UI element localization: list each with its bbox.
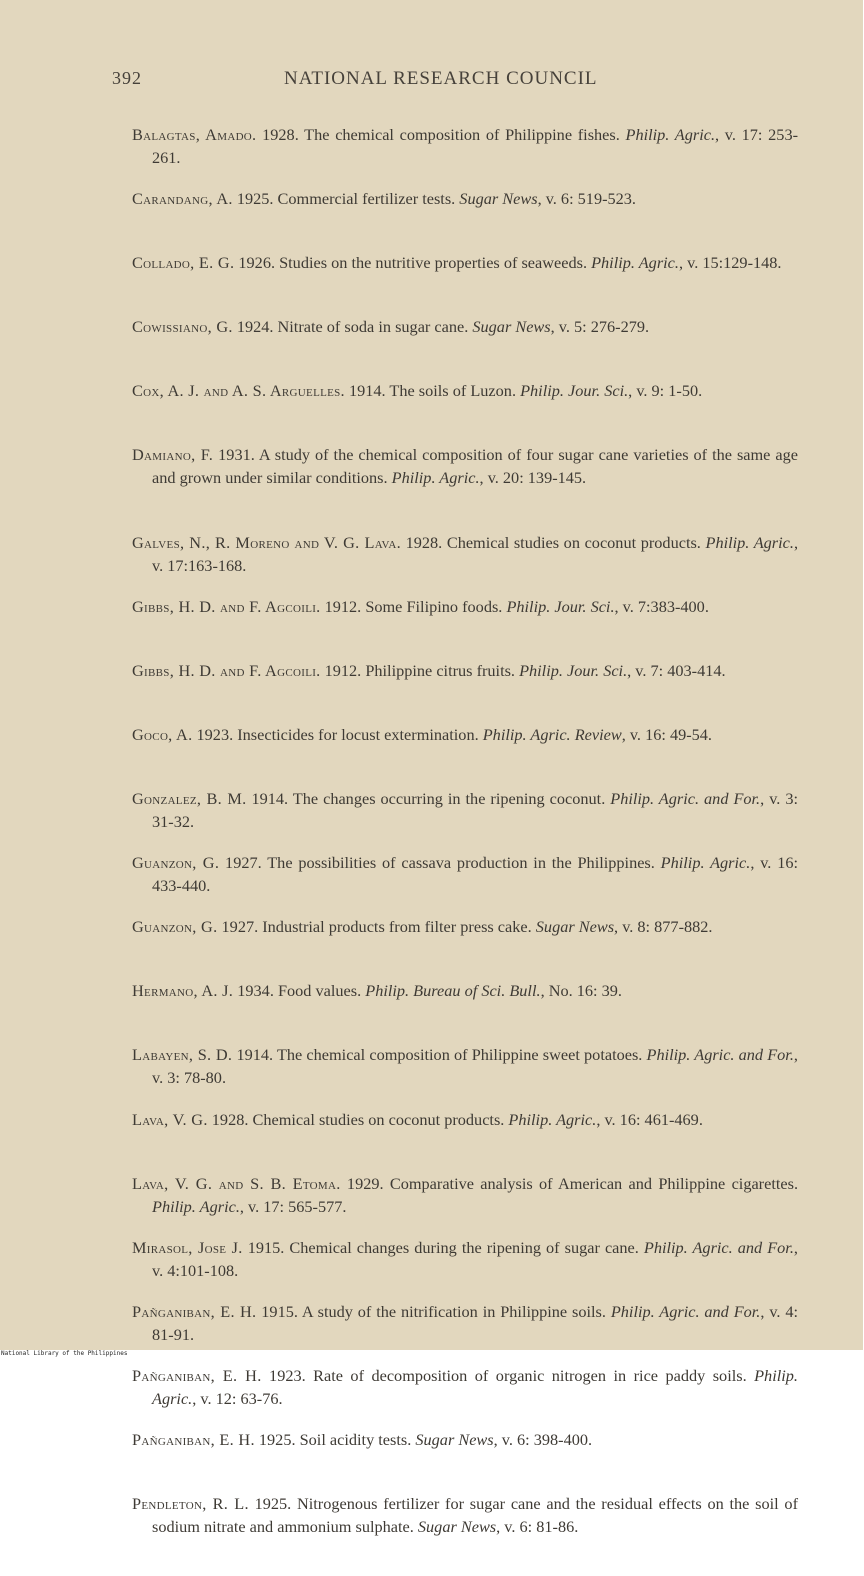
entry-journal: Sugar News bbox=[535, 917, 615, 937]
entry-title: 1923. Rate of decomposition of organic nitrogen in rice paddy soils. bbox=[261, 1365, 755, 1385]
entry-journal: Philip. Agric. bbox=[591, 253, 679, 273]
entry-title: 1914. The soils of Luzon. bbox=[344, 381, 521, 401]
entry-journal: Philip. Agric. and For. bbox=[610, 1301, 761, 1321]
entry-journal: Philip. Agric. and For. bbox=[646, 1045, 794, 1065]
entry-journal: Philip. Agric. bbox=[391, 468, 480, 488]
entry-journal: Philip. Jour. Sci. bbox=[506, 596, 615, 616]
bibliography-entry bbox=[132, 376, 798, 440]
bibliography-entry bbox=[132, 528, 798, 592]
entry-title: 1914. The chemical composition of Philippine sweet potatoes. bbox=[232, 1045, 647, 1065]
entry-title: 1934. Food values. bbox=[233, 981, 366, 1001]
entry-volume: , v. 15:129-148. bbox=[678, 253, 782, 273]
entry-author: Lava, V. G. and S. B. Etoma. bbox=[132, 1173, 341, 1193]
entry-title: 1914. The changes occurring in the ripening coconut. bbox=[246, 789, 611, 809]
entry-journal: Philip. Agric. bbox=[152, 1196, 240, 1216]
entry-author: Collado, E. G. bbox=[132, 253, 235, 273]
entry-author: Lava, V. G. bbox=[132, 1109, 208, 1129]
entry-author: Cowissiano, G. bbox=[132, 317, 233, 337]
entry-volume: , v. 5: 276-279. bbox=[550, 317, 650, 337]
page-header bbox=[112, 68, 752, 98]
entry-author: Balagtas, Amado. bbox=[132, 125, 257, 144]
entry-volume: , v. 16: 461-469. bbox=[596, 1109, 703, 1129]
entry-author: Mirasol, Jose J. bbox=[132, 1237, 243, 1257]
entry-volume: , v. 3: 31-32. bbox=[152, 789, 798, 832]
entry-volume: , v. 8: 877-882. bbox=[614, 917, 713, 937]
entry-author: Pendleton, R. L. bbox=[132, 1494, 249, 1514]
bibliography-entry bbox=[132, 440, 798, 527]
bibliography-entry bbox=[132, 656, 798, 720]
entry-journal: Philip. Bureau of Sci. Bull. bbox=[365, 981, 541, 1001]
bibliography-entry bbox=[132, 120, 798, 184]
entry-title: 1924. Nitrate of soda in sugar cane. bbox=[232, 317, 473, 337]
bibliography-entry bbox=[132, 1169, 798, 1233]
entry-journal: Philip. Jour. Sci. bbox=[520, 381, 629, 401]
entry-title: 1923. Insecticides for locust extermination. bbox=[192, 724, 483, 744]
bibliography-entry bbox=[132, 592, 798, 656]
entry-title: 1925. Nitrogenous fertilizer for sugar cane and the residual effects on the soil of sodium nitrate and ammonium sulphate. bbox=[152, 1494, 798, 1537]
entry-author: Gonzalez, B. M. bbox=[132, 789, 247, 809]
entry-author: Hermano, A. J. bbox=[132, 981, 234, 1001]
bibliography-entry bbox=[132, 1040, 798, 1104]
entry-volume: , v. 9: 1-50. bbox=[628, 381, 703, 401]
entry-title: 1915. A study of the nitrification in Philippine soils. bbox=[256, 1301, 611, 1321]
entry-volume: , v. 12: 63-76. bbox=[192, 1388, 283, 1408]
entry-title: 1926. Studies on the nutritive properties of seaweeds. bbox=[234, 253, 592, 273]
entry-title: 1925. Soil acidity tests. bbox=[254, 1429, 416, 1449]
entry-volume: , v. 17: 253-261. bbox=[152, 125, 799, 167]
entry-title: 1931. A study of the chemical composition of four sugar cane varieties of the same age and grown under similar conditions. bbox=[152, 445, 798, 488]
entry-volume: , v. 7:383-400. bbox=[614, 596, 709, 616]
bibliography-entry bbox=[132, 1105, 798, 1169]
bibliography-entry bbox=[132, 1489, 798, 1576]
bibliography-entry bbox=[132, 1425, 798, 1489]
entry-author: Pañganiban, E. H. bbox=[132, 1365, 262, 1385]
entry-volume: , v. 4: 81-91. bbox=[152, 1301, 799, 1344]
entry-author: Damiano, F. bbox=[132, 445, 214, 465]
entry-title: 1912. Philippine citrus fruits. bbox=[320, 660, 520, 680]
entry-journal: Sugar News bbox=[415, 1429, 494, 1449]
entry-journal: Philip. Jour. Sci. bbox=[519, 660, 628, 680]
entry-author: Gibbs, H. D. and F. Agcoili. bbox=[132, 596, 321, 616]
entry-title: 1927. The possibilities of cassava production in the Philippines. bbox=[219, 853, 661, 873]
entry-author: Labayen, S. D. bbox=[132, 1045, 233, 1065]
entry-author: Guanzon, G. bbox=[132, 917, 218, 937]
entry-journal: Philip. Agric. and For. bbox=[643, 1237, 794, 1257]
entry-journal: Philip. Agric. and For. bbox=[610, 789, 761, 809]
entry-author: Goco, A. bbox=[132, 724, 193, 744]
entry-title: 1929. Comparative analysis of American and Philippine cigarettes. bbox=[340, 1173, 799, 1193]
bibliography-entry bbox=[132, 184, 798, 248]
entry-journal: Sugar News bbox=[459, 189, 538, 209]
entry-title: 1927. Industrial products from filter press cake. bbox=[217, 917, 536, 937]
entry-journal: Philip. Agric. bbox=[152, 1365, 798, 1408]
bibliography-entry bbox=[132, 312, 798, 376]
entry-author: Cox, A. J. and A. S. Arguelles. bbox=[132, 381, 345, 401]
bibliography-entry bbox=[132, 976, 798, 1040]
bibliography-entry bbox=[132, 248, 798, 312]
entry-volume: , v. 17:163-168. bbox=[152, 532, 799, 575]
entry-journal: Philip. Agric. bbox=[508, 1109, 597, 1129]
entry-journal: Philip. Agric. bbox=[625, 125, 716, 144]
entry-author: Pañganiban, E. H. bbox=[132, 1429, 255, 1449]
entry-author: Carandang, A. bbox=[132, 189, 233, 209]
entry-journal: Sugar News bbox=[472, 317, 551, 337]
bibliography-entry bbox=[132, 1361, 798, 1425]
bibliography-entry bbox=[132, 784, 798, 848]
entry-title: 1928. The chemical composition of Philippine fishes. bbox=[256, 125, 626, 144]
entry-title: 1928. Chemical studies on coconut products. bbox=[400, 532, 706, 552]
entry-volume: , v. 3: 78-80. bbox=[152, 1045, 798, 1088]
entry-journal: Philip. Agric. Review bbox=[482, 724, 622, 744]
entry-title: 1928. Chemical studies on coconut products. bbox=[207, 1109, 509, 1129]
entry-volume: , v. 6: 81-86. bbox=[496, 1517, 579, 1537]
entry-journal: Philip. Agric. bbox=[705, 532, 794, 552]
entry-volume: , v. 7: 403-414. bbox=[627, 660, 726, 680]
page-number: 392 bbox=[112, 68, 142, 88]
entry-volume: , No. 16: 39. bbox=[540, 981, 622, 1001]
entry-volume: , v. 17: 565-577. bbox=[239, 1196, 347, 1216]
footer-credit: National Library of the Philippines bbox=[0, 1350, 864, 1358]
bibliography-entry bbox=[132, 1233, 798, 1297]
entry-author: Gibbs, H. D. and F. Agcoili. bbox=[132, 660, 321, 680]
entry-author: Pañganiban, E. H. bbox=[132, 1301, 257, 1321]
entry-title: 1915. Chemical changes during the ripening of sugar cane. bbox=[242, 1237, 644, 1257]
running-head: NATIONAL RESEARCH COUNCIL bbox=[284, 68, 598, 89]
bibliography-entry bbox=[132, 720, 798, 784]
entry-volume: , v. 6: 398-400. bbox=[493, 1429, 593, 1449]
entry-author: Guanzon, G. bbox=[132, 853, 220, 873]
entry-volume: , v. 16: 49-54. bbox=[621, 724, 712, 744]
entry-volume: , v. 6: 519-523. bbox=[537, 189, 636, 209]
entry-volume: , v. 20: 139-145. bbox=[479, 468, 587, 488]
entry-title: 1912. Some Filipino foods. bbox=[320, 596, 507, 616]
entry-volume: , v. 16: 433-440. bbox=[152, 853, 799, 896]
entry-volume: , v. 4:101-108. bbox=[152, 1237, 798, 1280]
entry-journal: Sugar News bbox=[417, 1517, 497, 1537]
entry-author: Galves, N., R. Moreno and V. G. Lava. bbox=[132, 532, 401, 552]
bibliography-entry bbox=[132, 848, 798, 912]
entry-journal: Philip. Agric. bbox=[660, 853, 751, 873]
entry-title: 1925. Commercial fertilizer tests. bbox=[232, 189, 460, 209]
bibliography-entry bbox=[132, 912, 798, 976]
